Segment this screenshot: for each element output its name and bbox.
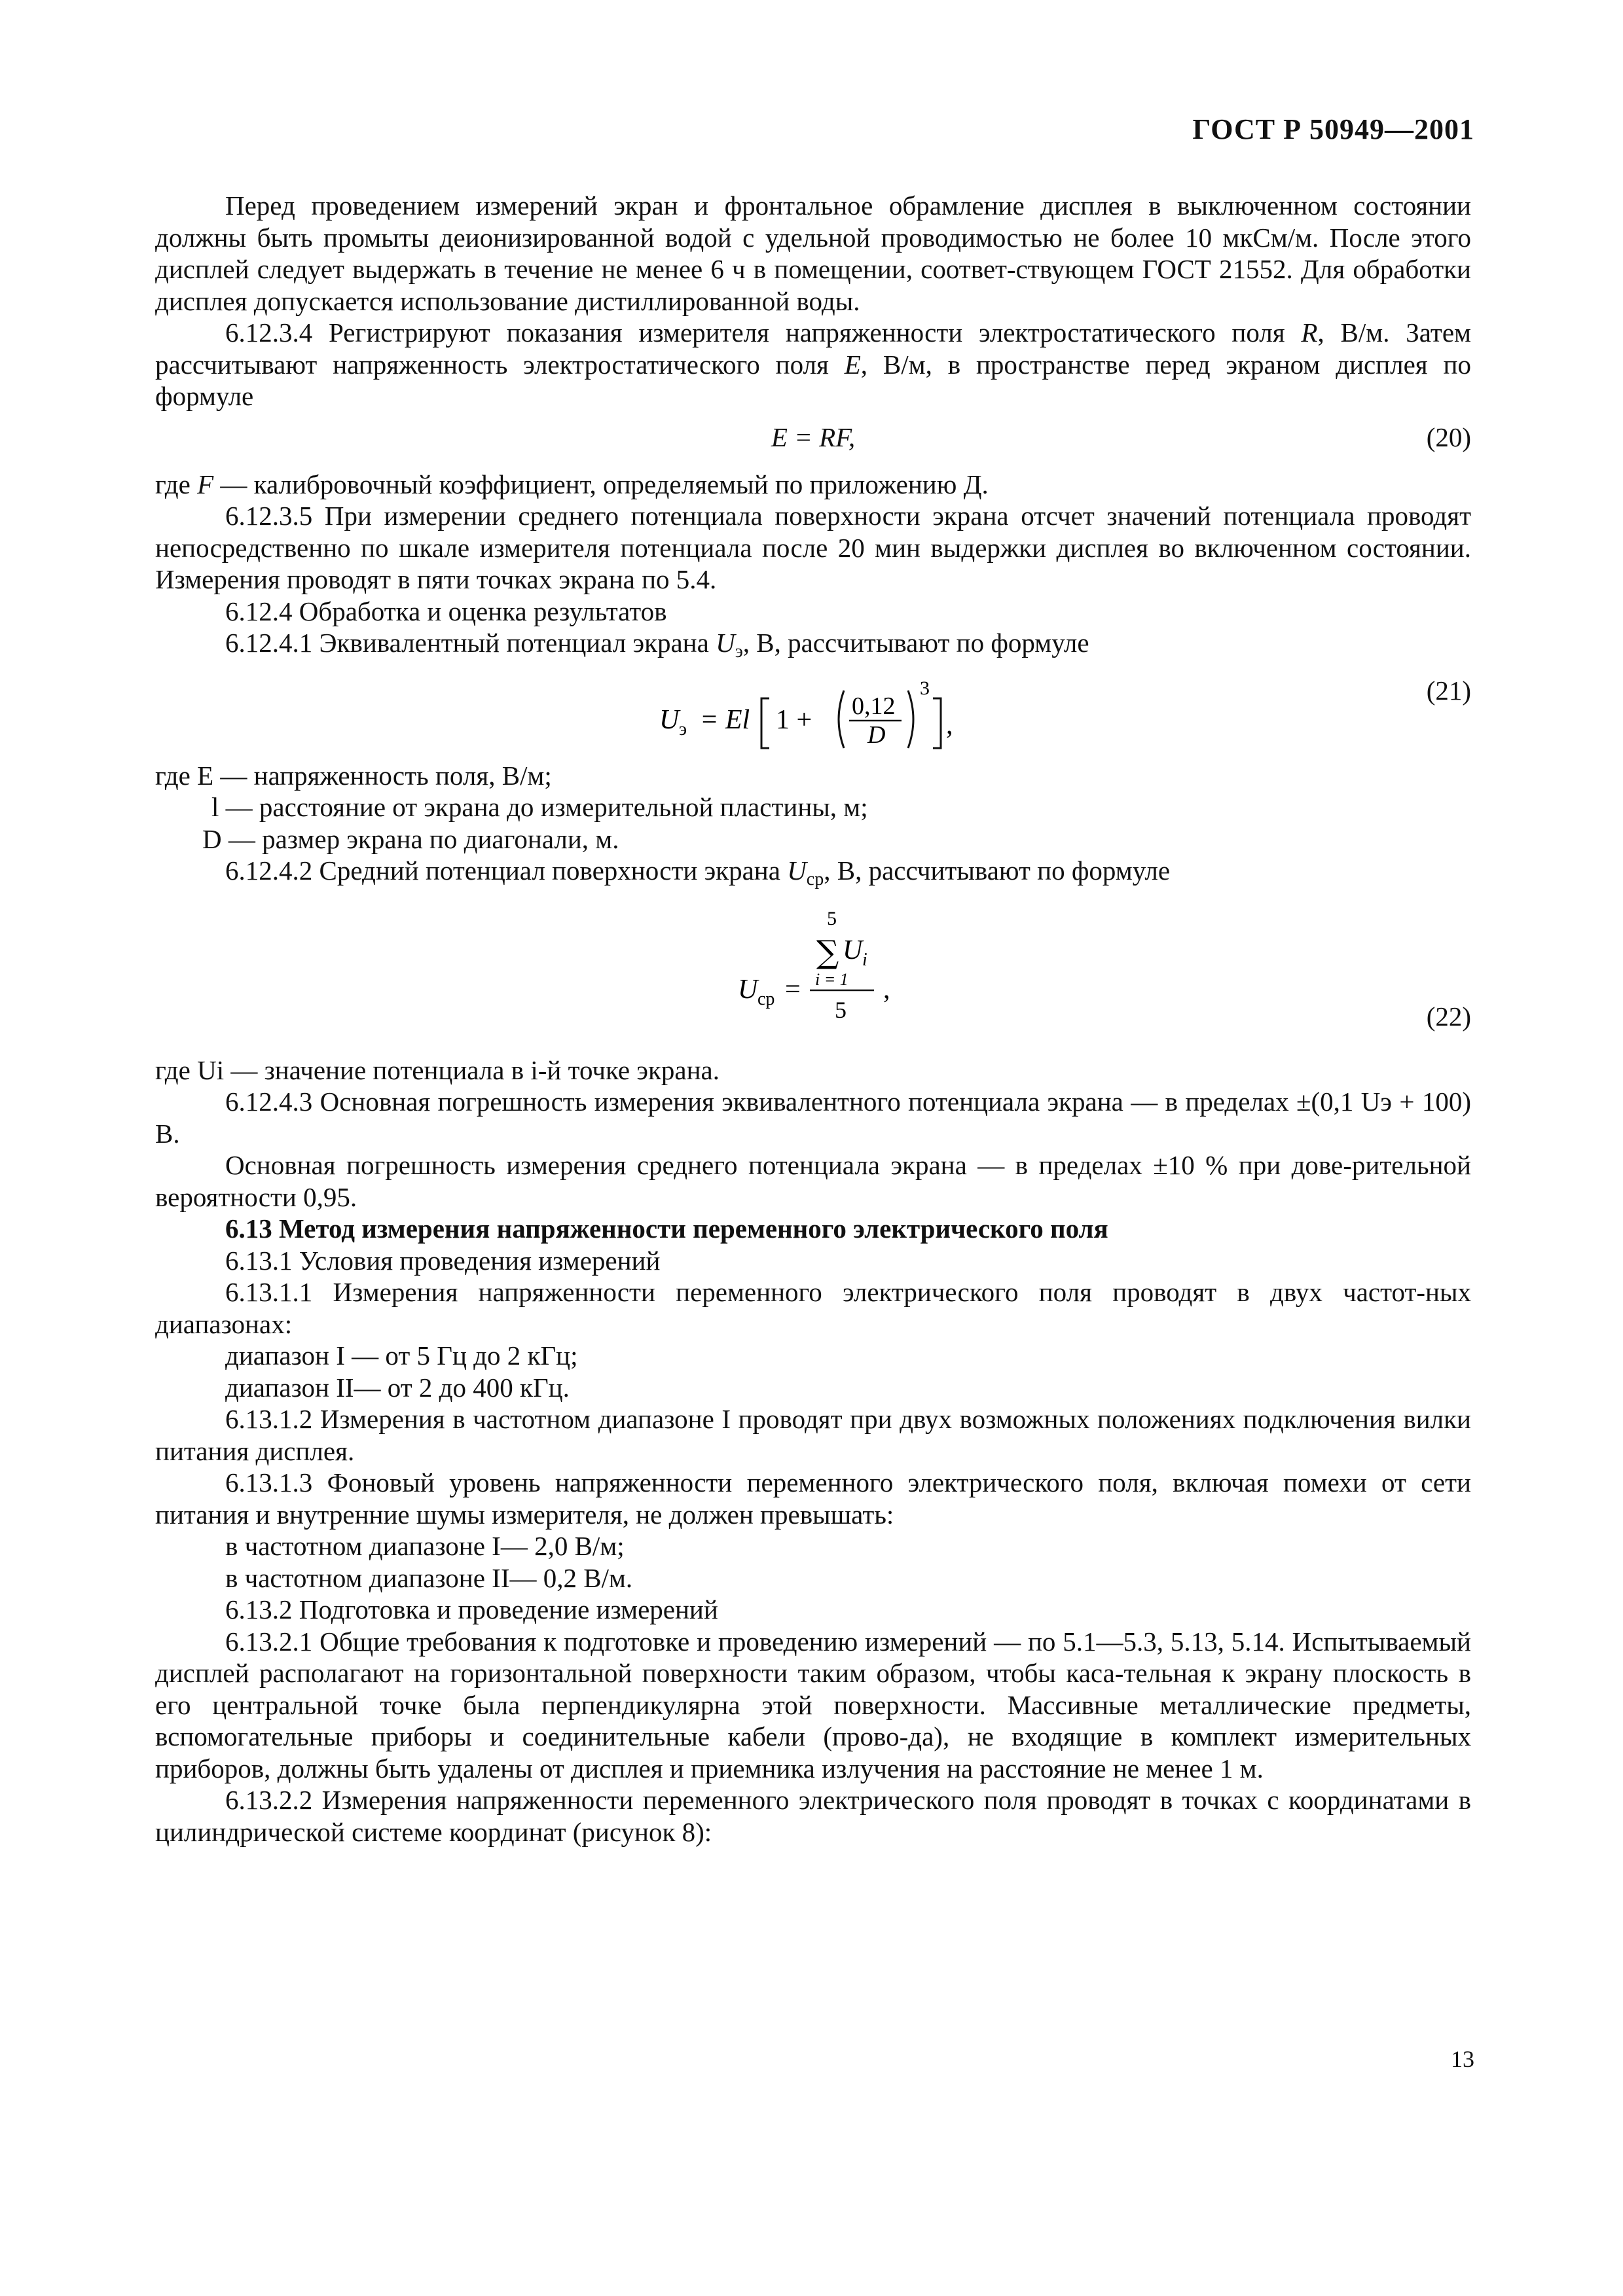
eq22-lhs: U [738,974,758,1005]
eq22-lhs-sub: ср [757,988,775,1009]
where-l: l — расстояние от экрана до измерительной пластины, м; [211,792,868,822]
eq22-comma: , [883,974,890,1005]
list-item: в частотном диапазоне II— 0,2 В/м. [225,1562,633,1593]
eq21-numerator: 0,12 [852,692,896,720]
equation-number: (22) [1426,1001,1471,1031]
eq22-upper-limit: 5 [827,907,837,929]
equation-number: (21) [1426,675,1471,706]
list-item: диапазон II— от 2 до 400 кГц. [225,1372,570,1403]
equation-22-graphic [155,903,1471,1054]
list-item: в частотном диапазоне I— 2,0 В/м; [225,1531,625,1561]
page-number: 13 [1451,2046,1474,2072]
paragraph-6-12-4: 6.12.4 Обработка и оценка результатов [225,596,667,626]
right-paren [908,691,913,748]
paragraph: Перед проведением измерений экран и фронтальное обрамление дисплея в выключенном состоянии должны быть промыты деионизированной водой с удельной проводимостью не более 10 мкСм/м. После этого дисплей следует выдержать в течение не менее 6 ч в помещении, соответ-ствующем ГОСТ 21552. Для обработки дисплея допускается использование дистиллированной воды. [155,190,1471,316]
eq22-ui: U [843,935,863,965]
equation-number: (20) [1426,422,1471,452]
eq22-equals: = [785,974,801,1005]
equation-20 [155,422,1471,469]
paragraph-6-13-1: 6.13.1 Условия проведения измерений [225,1245,661,1276]
where-D: D — размер экрана по диагонали, м. [202,823,619,854]
eq21-comma: , [946,709,953,740]
eq21-power: 3 [920,677,930,699]
eq21-el: = El [700,704,750,735]
equation-21-graphic [155,675,1471,760]
where-Ui: где Ui — значение потенциала в i-й точке экрана. [155,1054,720,1085]
list-item: диапазон I — от 5 Гц до 2 кГц; [225,1340,578,1371]
eq22-i: i [862,949,867,970]
paragraph-6-13-2-2: 6.13.2.2 Измерения напряженности переменного электрического поля проводят в точках с координатами в цилиндрической системе координат (рисунок 8): [155,1785,1471,1847]
equation-21 [155,675,1471,760]
paragraph-6-13-1-2: 6.13.1.2 Измерения в частотном диапазоне I проводят при двух возможных положениях подключения вилки питания дисплея. [155,1404,1471,1466]
paragraph-6-12-4-3: 6.12.4.3 Основная погрешность измерения эквивалентного потенциала экрана — в пределах ±(0,1 Uэ + 100) В. [155,1086,1471,1149]
eq21-denominator: D [867,721,886,749]
paragraph-6-12-4-1: 6.12.4.1 Эквивалентный потенциал экрана $U_э$, В, рассчитывают по формуле [225,628,1089,662]
document-header: ГОСТ Р 50949—2001 [1192,113,1474,145]
left-paren [839,691,844,748]
paragraph-6-13-2-1: 6.13.2.1 Общие требования к подготовке и проведению измерений — по 5.1—5.3, 5.13, 5.14. Испытываемый дисплей располагают на горизонтальной поверхности таким образом, чтобы каса-тельная к экрану плоскость в его центральной точке была перпендикулярна этой поверхности. Массивные металлические предметы, вспомогательные приборы и соединительные кабели (прово-да), не входящие в комплект измерительных приборов, должны быть удалены от дисплея и приемника излучения на расстояние не менее 1 м. [155,1626,1471,1784]
paragraph-6-12-3-5: 6.12.3.5 При измерении среднего потенциала поверхности экрана отсчет значений потенциала проводят непосредственно по шкале измерителя потенциала после 20 мин выдержки дисплея во включенном состоянии. Измерения проводят в пяти точках экрана по 5.4. [155,501,1471,594]
equation-formula: E = RF, [771,422,856,452]
paragraph-6-13-2: 6.13.2 Подготовка и проведение измерений [225,1594,718,1624]
equation-22 [155,903,1471,1054]
right-bracket [933,698,941,748]
eq21-lhs-sub: э [679,719,687,740]
eq21-one-plus: 1 + [776,704,812,735]
left-bracket [761,698,769,748]
where-E: где E — напряженность поля, В/м; [155,760,552,791]
eq22-sum-sign: ∑ [816,933,839,971]
where-clause: где F — калибровочный коэффициент, определяемый по приложению Д. [155,469,989,499]
paragraph-6-12-4-2: 6.12.4.2 Средний потенциал поверхности экрана $U_{ср}$, В, рассчитывают по формуле [225,855,1171,889]
document-body [155,190,1471,1848]
eq22-lower-limit: i = 1 [815,969,848,989]
paragraph-6-13-1-3: 6.13.1.3 Фоновый уровень напряженности переменного электрического поля, включая помехи от сети питания и внутренние шумы измерителя, не должен превышать: [155,1467,1471,1530]
paragraph-6-12-3-4: 6.12.3.4 Регистрируют показания измерителя напряженности электростатического поля R, В/м. Затем рассчитывают напряженность электростатического поля E, В/м, в пространстве перед экраном дисплея по формуле [155,317,1471,411]
eq22-denominator: 5 [835,996,847,1023]
section-heading-6-13: 6.13 Метод измерения напряженности переменного электрического поля [225,1213,1108,1244]
paragraph-6-13-1-1: 6.13.1.1 Измерения напряженности переменного электрического поля проводят в двух частот-ных диапазонах: [155,1277,1471,1339]
eq21-lhs: U [659,704,680,735]
paragraph: Основная погрешность измерения среднего потенциала экрана — в пределах ±10 % при дове-рительной вероятности 0,95. [155,1150,1471,1212]
